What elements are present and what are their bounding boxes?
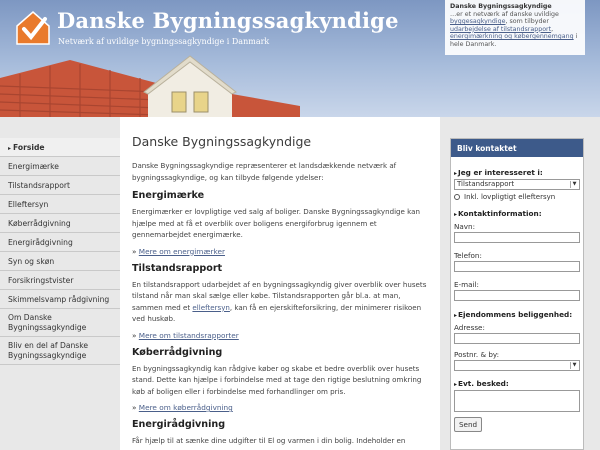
sidebar-item-label: Tilstandsrapport <box>8 181 70 190</box>
sidebar-item-label: Køberrådgivning <box>8 219 71 228</box>
page-title: Danske Bygningssagkyndige <box>132 134 312 149</box>
sidebar-item-label: Forsikringstvister <box>8 276 74 285</box>
sidebar-item-label: Bliv en del af Danske Bygningssagkyndige <box>8 341 89 360</box>
more-prefix: » <box>132 403 137 412</box>
name-input[interactable] <box>454 232 580 243</box>
section-heading-energiraadgivning: Energirådgivning <box>132 419 226 430</box>
section-heading-koeberraadgivning: Køberrådgivning <box>132 346 223 358</box>
sidebar-item-label: Om Danske Bygningssagkyndige <box>8 313 87 332</box>
header <box>0 0 600 117</box>
sidebar-item-syn-og-skoen[interactable] <box>0 252 120 271</box>
arrow-right-icon: ▸ <box>454 170 458 177</box>
header-info-text: , <box>551 25 554 33</box>
arrow-right-icon: ▸ <box>8 145 12 152</box>
property-label <box>454 310 580 319</box>
interest-select-value: Tilstandsrapport <box>457 180 515 188</box>
header-info-link-energimaerkning[interactable]: energimærkning og købergennemgang <box>450 33 574 40</box>
site-subtitle: Netværk af uvildige bygningssagkyndige i Danmark <box>58 37 270 46</box>
section-text-energiraadgivning: Får hjælp til at sænke dine udgifter til El og varmen i din bolig. Indeholder en <box>132 436 406 445</box>
header-info-text: , som tilbyder <box>505 18 549 25</box>
send-button[interactable]: Send <box>454 417 482 432</box>
interest-label-text: Jeg er interesseret i: <box>458 168 543 177</box>
header-info-text: i hele Danmark. <box>450 33 578 48</box>
address-label: Adresse: <box>454 323 485 332</box>
sidebar-item-label: Forside <box>13 143 45 152</box>
arrow-right-icon: ▸ <box>454 211 458 218</box>
address-input[interactable] <box>454 333 580 344</box>
header-info-link-byggesagkyndige[interactable]: byggesagkyndige <box>450 18 506 25</box>
postal-select[interactable] <box>454 360 580 371</box>
more-prefix: » <box>132 246 137 256</box>
section-text-energimaerke: Energimærker er lovpligtige ved salg af boliger. Danske Bygningssagkyndige kan hjælpe med at få et overblik over boligens energiforbrug igennem et gennemarbejdet energimærke. <box>132 207 420 239</box>
interest-select[interactable] <box>454 179 580 190</box>
more-link-energimaerker[interactable] <box>132 247 428 256</box>
contact-info-label-text: Kontaktinformation: <box>458 209 542 218</box>
sidebar-item-skimmelsvamp[interactable] <box>0 290 120 309</box>
email-input[interactable] <box>454 290 580 301</box>
interest-label <box>454 168 580 177</box>
sidebar-item-koeberraadgivning[interactable] <box>0 214 120 233</box>
header-info-link-tilstandsrapport[interactable]: udarbejdelse af tilstandsrapport <box>450 25 552 33</box>
more-prefix: » <box>132 330 137 340</box>
more-link-label: Mere om køberrådgivning <box>138 403 233 412</box>
arrow-right-icon: ▸ <box>454 312 458 319</box>
sidebar-item-forside[interactable] <box>0 138 120 157</box>
more-link-label: Mere om energimærker <box>138 246 225 256</box>
sidebar-item-om[interactable] <box>0 309 120 337</box>
header-info-title: Danske Bygningssagkyndige <box>450 3 552 10</box>
sidebar-item-label: Energimærke <box>8 162 59 171</box>
phone-input[interactable] <box>454 261 580 272</box>
sidebar-item-bliv-en-del[interactable] <box>0 337 120 365</box>
sidebar-item-energimaerke[interactable] <box>0 157 120 176</box>
sidebar-item-label: Syn og skøn <box>8 257 55 266</box>
logo-icon[interactable] <box>15 10 51 46</box>
sidebar-nav <box>0 138 120 365</box>
phone-label: Telefon: <box>454 251 482 260</box>
message-label-text: Evt. besked: <box>458 379 509 388</box>
property-label-text: Ejendommens beliggenhed: <box>458 310 573 319</box>
contact-panel <box>450 138 584 450</box>
contact-info-label <box>454 209 580 218</box>
email-label: E-mail: <box>454 280 479 289</box>
elleftersyn-option[interactable] <box>454 193 580 201</box>
sidebar-item-label: Elleftersyn <box>8 200 49 209</box>
section-text-koeberraadgivning: En bygningssagkyndig kan rådgive køber og skabe et bedre overblik over husets stand. Dette kan hjælpe i forbindelse med at tage den rigtige beslutning omkring køb af boligen eller i forbindelse med forhandlinger om pris. <box>132 363 422 396</box>
section-text-part: , kan få en ejerskifteforsikring, der minimerer risikoen ved huskøb. <box>132 302 422 323</box>
sidebar-item-elleftersyn[interactable] <box>0 195 120 214</box>
house-roof-image <box>0 48 300 117</box>
site-title[interactable]: Danske Bygningssagkyndige <box>57 8 399 33</box>
message-textarea[interactable] <box>454 390 580 412</box>
radio-icon[interactable] <box>454 194 460 200</box>
header-info-box <box>445 0 585 55</box>
sidebar-item-label: Skimmelsvamp rådgivning <box>8 295 110 304</box>
section-heading-energimaerke: Energimærke <box>132 190 205 201</box>
inline-link-elleftersyn[interactable]: elleftersyn <box>192 302 230 312</box>
chevron-down-icon: ▼ <box>570 181 578 188</box>
sidebar-item-label: Energirådgivning <box>8 238 73 247</box>
more-link-label: Mere om tilstandsrapporter <box>138 330 239 340</box>
sidebar-item-energiraadgivning[interactable] <box>0 233 120 252</box>
intro-text: Danske Bygningssagkyndige repræsenterer et landsdækkende netværk af bygningssagkyndige, og kan tilbyde følgende ydelser: <box>132 161 397 182</box>
more-link-tilstandsrapporter[interactable] <box>132 331 428 340</box>
header-info-text: …er et netværk af danske uvildige <box>450 10 559 18</box>
section-text-tilstandsrapport <box>132 279 428 325</box>
name-label: Navn: <box>454 222 476 231</box>
section-text-part: En tilstandsrapport udarbejdet af en bygningssagkyndig giver overblik over husets tilstand når man skal sælge eller købe. Tilstandsrapporten går bl.a. at man, sammen med et <box>132 279 427 312</box>
sidebar-item-tilstandsrapport[interactable] <box>0 176 120 195</box>
elleftersyn-option-label: Inkl. lovpligtigt elleftersyn <box>464 193 556 201</box>
more-link-koeberraadgivning[interactable] <box>132 403 428 412</box>
postal-label: Postnr. & by: <box>454 350 500 359</box>
chevron-down-icon: ▼ <box>570 362 578 369</box>
section-heading-tilstandsrapport: Tilstandsrapport <box>132 262 223 274</box>
sidebar-item-forsikringstvister[interactable] <box>0 271 120 290</box>
message-label <box>454 379 580 388</box>
main-content <box>120 117 440 450</box>
contact-panel-title: Bliv kontaktet <box>451 139 583 157</box>
arrow-right-icon: ▸ <box>454 381 458 388</box>
